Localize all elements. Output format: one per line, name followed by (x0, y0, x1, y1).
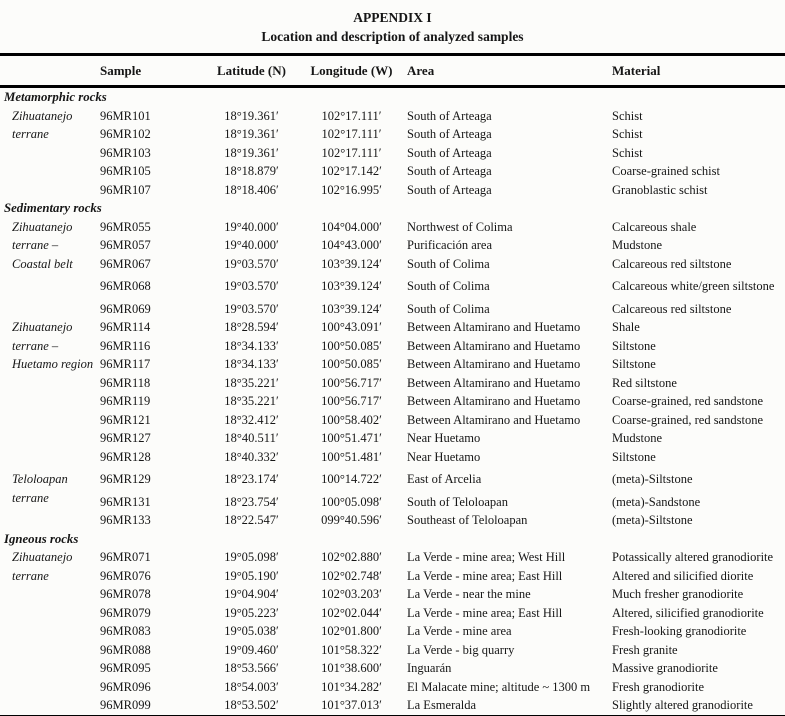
cell-longitude: 101°58.322′ (321, 642, 382, 657)
cell-material: Mudstone (612, 431, 662, 445)
col-latitude-header: Latitude (N) (202, 55, 301, 87)
cell-material: (meta)-Siltstone (612, 513, 693, 527)
cell-sample: 96MR096 (100, 679, 151, 694)
section-header-row (0, 199, 785, 218)
cell-area: Inguarán (407, 661, 452, 675)
cell-longitude: 102°02.880′ (321, 550, 382, 564)
cell-latitude: 19°05.038′ (224, 624, 279, 638)
cell-longitude: 101°37.013′ (321, 698, 382, 712)
cell-sample: 96MR079 (100, 605, 151, 620)
group-label: Zihuatanejo terrane (12, 550, 73, 583)
cell-area: Near Huetamo (407, 431, 481, 445)
cell-sample: 96MR055 (100, 219, 151, 234)
cell-material: Granoblastic schist (612, 182, 708, 197)
cell-material: Red siltstone (612, 375, 677, 390)
cell-longitude: 100°14.722′ (321, 472, 382, 486)
cell-latitude: 18°34.133′ (224, 338, 279, 353)
cell-longitude: 101°38.600′ (321, 661, 382, 675)
table-row (0, 604, 785, 623)
col-longitude-header: Longitude (W) (301, 55, 402, 87)
cell-area: South of Arteaga (407, 182, 492, 197)
cell-sample: 96MR083 (100, 624, 151, 638)
cell-sample: 96MR095 (100, 661, 151, 675)
cell-area: Southeast of Teloloapan (407, 513, 528, 527)
section-header: Sedimentary rocks (4, 201, 102, 215)
table-row (0, 696, 785, 716)
cell-sample: 96MR114 (100, 320, 151, 334)
col-material-header: Material (603, 55, 785, 87)
cell-sample: 96MR133 (100, 513, 151, 527)
cell-sample: 96MR103 (100, 145, 151, 160)
cell-longitude: 102°17.111′ (321, 145, 382, 160)
cell-latitude: 18°53.502′ (224, 698, 279, 712)
cell-area: La Verde - mine area; East Hill (407, 568, 563, 583)
cell-sample: 96MR076 (100, 568, 151, 583)
cell-latitude: 18°23.174′ (224, 472, 279, 486)
group-label: Zihuatanejo terrane – Coastal belt (12, 219, 73, 271)
cell-longitude: 102°02.748′ (321, 568, 382, 583)
table-row (0, 392, 785, 411)
cell-latitude: 18°53.566′ (224, 661, 279, 675)
header-row (0, 55, 785, 87)
cell-area: La Verde - near the mine (407, 587, 531, 601)
table-row (0, 162, 785, 181)
cell-latitude: 19°03.570′ (224, 279, 279, 293)
table-body (0, 87, 785, 716)
cell-material: Calcareous red siltstone (612, 256, 732, 271)
cell-material: Coarse-grained schist (612, 164, 720, 178)
cell-area: South of Colima (407, 279, 490, 293)
cell-material: Fresh-looking granodiorite (612, 624, 747, 638)
cell-area: La Verde - mine area; West Hill (407, 550, 566, 564)
table-row (0, 255, 785, 274)
table-row (0, 107, 785, 126)
cell-area: El Malacate mine; altitude ~ 1300 m (407, 679, 591, 694)
cell-sample: 96MR116 (100, 338, 151, 353)
table-row (0, 337, 785, 356)
cell-longitude: 100°51.481′ (321, 449, 382, 464)
cell-material: Mudstone (612, 238, 662, 252)
cell-area: Between Altamirano and Huetamo (407, 338, 581, 353)
cell-material: Much fresher granodiorite (612, 587, 744, 601)
cell-latitude: 18°18.406′ (224, 182, 279, 197)
cell-longitude: 104°04.000′ (321, 219, 382, 234)
cell-sample: 96MR107 (100, 182, 151, 197)
col-group-header (0, 55, 95, 87)
cell-material: (meta)-Siltstone (612, 472, 693, 486)
cell-material: Fresh granodiorite (612, 679, 704, 694)
table-row (0, 300, 785, 319)
cell-area: Between Altamirano and Huetamo (407, 375, 581, 390)
cell-sample: 96MR127 (100, 431, 151, 445)
cell-latitude: 19°09.460′ (224, 642, 279, 657)
section-header: Metamorphic rocks (4, 90, 107, 104)
cell-material: Shale (612, 320, 640, 334)
cell-longitude: 100°58.402′ (321, 412, 382, 427)
cell-sample: 96MR057 (100, 238, 151, 252)
table-row (0, 448, 785, 467)
cell-latitude: 18°35.221′ (224, 394, 279, 408)
cell-sample: 96MR121 (100, 412, 151, 427)
cell-longitude: 101°34.282′ (321, 679, 382, 694)
cell-longitude: 102°16.995′ (321, 182, 382, 197)
cell-area: La Verde - mine area; East Hill (407, 605, 563, 620)
cell-area: South of Arteaga (407, 145, 492, 160)
table-row (0, 318, 785, 337)
table-row (0, 355, 785, 374)
cell-longitude: 100°56.717′ (321, 375, 382, 390)
cell-material: Coarse-grained, red sandstone (612, 412, 763, 427)
cell-latitude: 19°05.190′ (224, 568, 279, 583)
cell-sample: 96MR129 (100, 472, 151, 486)
table-row (0, 181, 785, 200)
cell-latitude: 18°40.511′ (224, 431, 279, 445)
cell-latitude: 19°03.570′ (224, 256, 279, 271)
cell-longitude: 102°02.044′ (321, 605, 382, 620)
cell-material: Coarse-grained, red sandstone (612, 394, 763, 408)
cell-latitude: 18°28.594′ (224, 320, 279, 334)
cell-longitude: 102°01.800′ (321, 624, 382, 638)
cell-area: South of Colima (407, 256, 490, 271)
cell-material: Altered and silicified diorite (612, 568, 754, 583)
appendix-subtitle: Location and description of analyzed samples (261, 29, 524, 44)
table-row (0, 236, 785, 255)
appendix-title: APPENDIX I (353, 10, 432, 25)
cell-sample: 96MR118 (100, 375, 151, 390)
cell-area: South of Colima (407, 301, 490, 316)
cell-sample: 96MR131 (100, 494, 151, 509)
cell-latitude: 19°04.904′ (224, 587, 279, 601)
cell-latitude: 18°35.221′ (224, 375, 279, 390)
cell-area: Between Altamirano and Huetamo (407, 320, 581, 334)
cell-sample: 96MR119 (100, 394, 151, 408)
section-header: Igneous rocks (4, 531, 79, 546)
cell-material: Siltstone (612, 338, 656, 353)
cell-latitude: 19°40.000′ (224, 238, 279, 252)
cell-longitude: 100°43.091′ (321, 320, 382, 334)
cell-longitude: 100°50.085′ (321, 338, 382, 353)
cell-area: Northwest of Colima (407, 219, 513, 234)
table-row (0, 429, 785, 448)
table-row (0, 411, 785, 430)
cell-latitude: 18°32.412′ (224, 412, 279, 427)
cell-area: Purificación area (407, 238, 493, 252)
cell-area: Between Altamirano and Huetamo (407, 394, 581, 408)
col-sample-header: Sample (95, 55, 202, 87)
cell-latitude: 18°19.361′ (224, 108, 279, 123)
cell-area: South of Arteaga (407, 108, 492, 123)
cell-longitude: 100°05.098′ (321, 494, 382, 509)
cell-longitude: 102°03.203′ (321, 587, 382, 601)
cell-material: Siltstone (612, 357, 656, 371)
col-area-header: Area (402, 55, 603, 87)
cell-latitude: 18°34.133′ (224, 357, 279, 371)
cell-area: La Verde - big quarry (407, 642, 515, 657)
cell-area: South of Arteaga (407, 164, 492, 178)
table-row (0, 659, 785, 678)
cell-sample: 96MR099 (100, 698, 151, 712)
cell-material: Schist (612, 127, 643, 141)
table-row (0, 511, 785, 530)
cell-area: La Esmeralda (407, 698, 477, 712)
cell-longitude: 103°39.124′ (321, 279, 382, 293)
cell-material: Slightly altered granodiorite (612, 698, 753, 712)
cell-latitude: 19°05.098′ (224, 550, 279, 564)
cell-latitude: 18°18.879′ (224, 164, 279, 178)
cell-sample: 96MR105 (100, 164, 151, 178)
cell-material: Schist (612, 108, 643, 123)
group-label: Zihuatanejo terrane (12, 108, 73, 141)
cell-longitude: 103°39.124′ (321, 256, 382, 271)
cell-latitude: 18°54.003′ (224, 679, 279, 694)
table-row (0, 144, 785, 163)
cell-area: South of Arteaga (407, 127, 492, 141)
table-row (0, 493, 785, 512)
table-row (0, 466, 785, 493)
cell-material: Calcareous red siltstone (612, 301, 732, 316)
cell-material: Calcareous white/green siltstone (612, 279, 775, 293)
cell-longitude: 100°56.717′ (321, 394, 382, 408)
cell-latitude: 18°19.361′ (224, 127, 279, 141)
cell-area: Between Altamirano and Huetamo (407, 412, 581, 427)
cell-sample: 96MR067 (100, 256, 151, 271)
cell-sample: 96MR069 (100, 301, 151, 316)
table-row (0, 678, 785, 697)
table-row (0, 218, 785, 237)
cell-latitude: 19°40.000′ (224, 219, 279, 234)
cell-latitude: 18°19.361′ (224, 145, 279, 160)
cell-sample: 96MR088 (100, 642, 151, 657)
cell-sample: 96MR117 (100, 357, 151, 371)
cell-latitude: 18°22.547′ (224, 513, 279, 527)
cell-sample: 96MR102 (100, 127, 151, 141)
cell-longitude: 102°17.142′ (321, 164, 382, 178)
cell-material: Potassically altered granodiorite (612, 550, 774, 564)
cell-latitude: 18°40.332′ (224, 449, 279, 464)
cell-area: South of Teloloapan (407, 494, 508, 509)
cell-longitude: 099°40.596′ (321, 513, 382, 527)
table-row (0, 548, 785, 567)
cell-material: Altered, silicified granodiorite (612, 605, 764, 620)
cell-material: Massive granodiorite (612, 661, 718, 675)
cell-area: La Verde - mine area (407, 624, 512, 638)
cell-longitude: 102°17.111′ (321, 108, 382, 123)
cell-longitude: 104°43.000′ (321, 238, 382, 252)
table-row (0, 585, 785, 604)
cell-sample: 96MR078 (100, 587, 151, 601)
samples-table (0, 53, 785, 716)
cell-material: Schist (612, 145, 643, 160)
cell-material: Siltstone (612, 449, 656, 464)
cell-longitude: 102°17.111′ (321, 127, 382, 141)
table-row (0, 273, 785, 300)
cell-sample: 96MR071 (100, 550, 151, 564)
cell-longitude: 100°50.085′ (321, 357, 382, 371)
cell-latitude: 19°03.570′ (224, 301, 279, 316)
table-row (0, 641, 785, 660)
cell-material: Calcareous shale (612, 219, 697, 234)
section-header-row (0, 530, 785, 549)
group-label: Teloloapan terrane (12, 472, 68, 505)
cell-longitude: 100°51.471′ (321, 431, 382, 445)
cell-material: Fresh granite (612, 642, 678, 657)
cell-sample: 96MR068 (100, 279, 151, 293)
group-label: Zihuatanejo terrane – Huetamo region (12, 320, 94, 371)
table-row (0, 622, 785, 641)
table-row (0, 374, 785, 393)
table-row (0, 567, 785, 586)
table-row (0, 125, 785, 144)
cell-material: (meta)-Sandstone (612, 494, 701, 509)
cell-sample: 96MR101 (100, 108, 151, 123)
section-header-row (0, 87, 785, 107)
cell-area: Near Huetamo (407, 449, 481, 464)
cell-latitude: 18°23.754′ (224, 494, 279, 509)
cell-area: Between Altamirano and Huetamo (407, 357, 581, 371)
cell-latitude: 19°05.223′ (224, 605, 279, 620)
cell-sample: 96MR128 (100, 449, 151, 464)
cell-area: East of Arcelia (407, 472, 482, 486)
cell-longitude: 103°39.124′ (321, 301, 382, 316)
